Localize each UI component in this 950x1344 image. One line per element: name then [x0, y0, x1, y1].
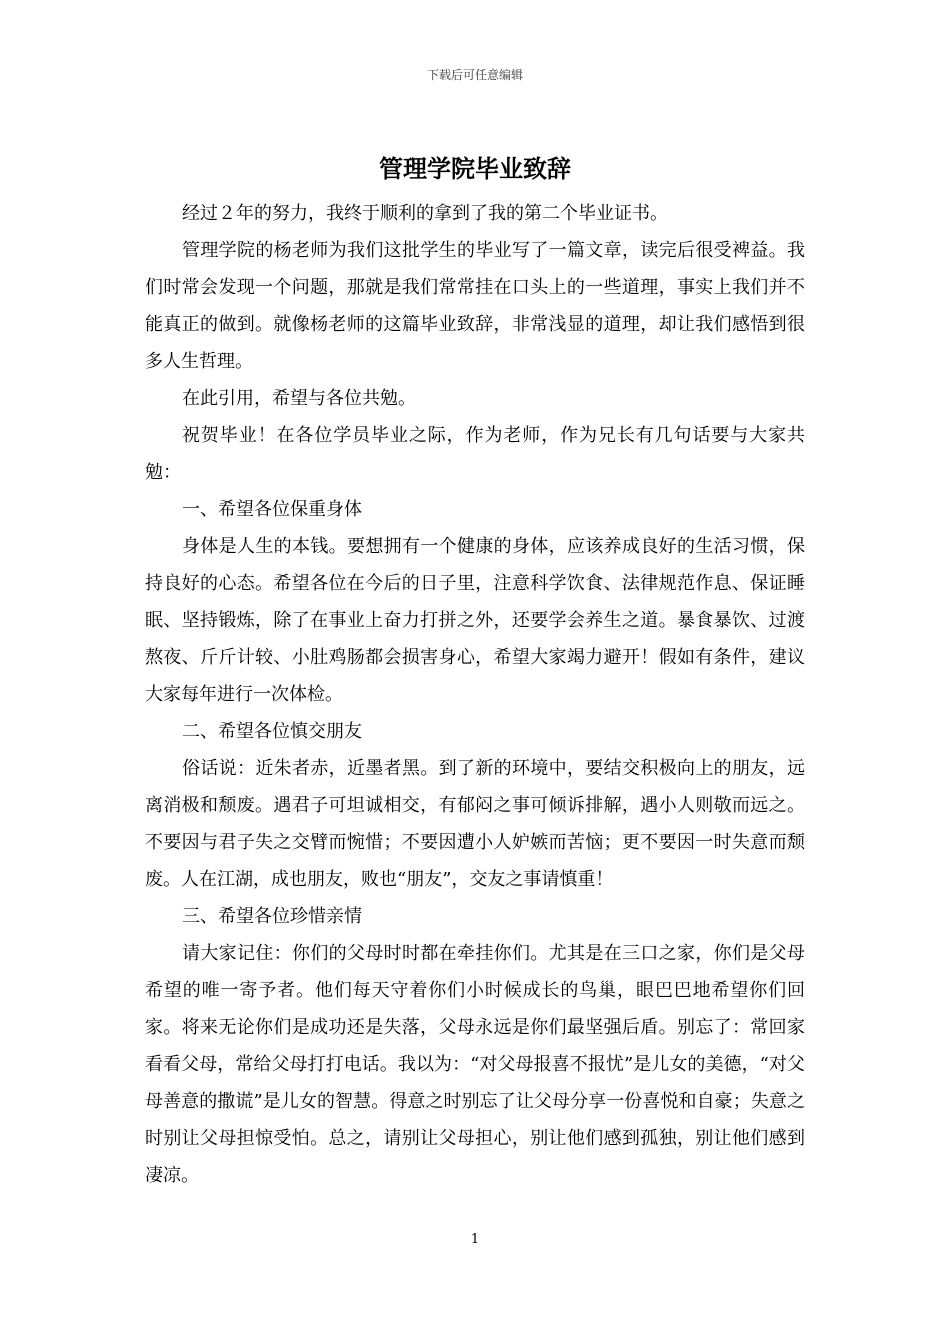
header-note: 下载后可任意编辑	[426, 68, 523, 82]
page-number: 1	[470, 1232, 480, 1247]
paragraph: 祝贺毕业！在各位学员毕业之际，作为老师，作为兄长有几句话要与大家共勉：	[145, 425, 805, 483]
paragraph: 身体是人生的本钱。要想拥有一个健康的身体，应该养成良好的生活习惯，保持良好的心态。希望各位在今后的日子里，注意科学饮食、法律规范作息、保证睡眠、坚持锻炼，除了在事业上奋力打拼之外，还要学会养生之道。暴食暴饮、过渡熬夜、斤斤计较、小肚鸡肠都会损害身心，希望大家竭力避开！假如有条件，建议大家每年进行一次体检。	[145, 536, 805, 705]
paragraph: 管理学院的杨老师为我们这批学生的毕业写了一篇文章，读完后很受裨益。我们时常会发现一个问题，那就是我们常常挂在口头上的一些道理，事实上我们并不能真正的做到。就像杨老师的这篇毕业致辞，非常浅显的道理，却让我们感悟到很多人生哲理。	[145, 240, 805, 372]
section-heading: 一、希望各位保重身体	[182, 499, 362, 520]
document-body	[145, 195, 805, 1194]
document-title: 管理学院毕业致辞	[379, 155, 571, 183]
paragraph: 经过２年的努力，我终于顺利的拿到了我的第二个毕业证书。	[182, 203, 668, 224]
section-heading: 二、希望各位慎交朋友	[182, 721, 362, 742]
paragraph: 在此引用，希望与各位共勉。	[182, 388, 416, 409]
section-heading: 三、希望各位珍惜亲情	[182, 906, 362, 927]
paragraph: 俗话说：近朱者赤，近墨者黑。到了新的环境中，要结交积极向上的朋友，远离消极和颓废。遇君子可坦诚相交，有郁闷之事可倾诉排解，遇小人则敬而远之。不要因与君子失之交臂而惋惜；不要因遭小人妒嫉而苦恼；更不要因一时失意而颓废。人在江湖，成也朋友，败也“朋友”，交友之事请慎重！	[145, 758, 805, 890]
paragraph: 请大家记住：你们的父母时时都在牵挂你们。尤其是在三口之家，你们是父母希望的唯一寄予者。他们每天守着你们小时候成长的鸟巢，眼巴巴地希望你们回家。将来无论你们是成功还是失落，父母永远是你们最坚强后盾。别忘了：常回家看看父母，常给父母打打电话。我以为：“对父母报喜不报忧”是儿女的美德，“对父母善意的撒谎”是儿女的智慧。得意之时别忘了让父母分享一份喜悦和自豪；失意之时别让父母担惊受怕。总之，请别让父母担心，别让他们感到孤独，别让他们感到凄凉。	[145, 943, 805, 1186]
